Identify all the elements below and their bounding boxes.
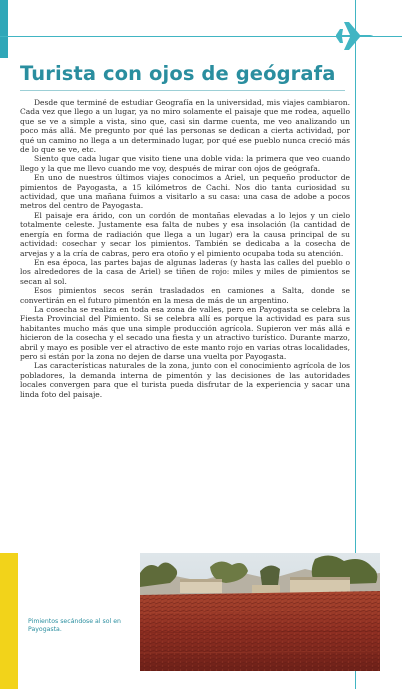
paragraph: Las características naturales de la zona, junto con el conocimiento agrícola de los pobladores, la demanda interna de pimentón y las decisiones de las autoridades locales convergen para que el turista pueda disfrutar de la experiencia y sacar una linda foto del paisaje.	[20, 361, 350, 399]
left-yellow-strip	[0, 553, 18, 689]
paragraph: El paisaje era árido, con un cordón de montañas elevadas a lo lejos y un cielo totalmente celeste. Justamente esa falta de nubes y esa insolación (la cantidad de energía en forma de radiación que llega a un lugar) era la causa principal de su actividad: cosechar y secar los pimientos. También se dedicaba a la cosecha de arvejas y a la cría de cabras, pero era otoño y el pimiento ocupaba toda su atención.	[20, 210, 350, 258]
paragraph: En esa época, las partes bajas de algunas laderas (y hasta las calles del pueblo o los alrededores de la casa de Ariel) se tiñen de rojo: miles y miles de pimientos se secan al sol.	[20, 257, 350, 286]
photo-caption: Pimientos secándose al sol en Payogasta.	[28, 618, 121, 633]
peppers-drying-photo	[140, 553, 380, 671]
paragraph: En uno de nuestros últimos viajes conocimos a Ariel, un pequeño productor de pimientos de Payogasta, a 15 kilómetros de Cachi. Nos dio tanta curiosidad su actividad, que una mañana fuimos a visitarlo a su casa: una casa de adobe a pocos metros del centro de Payogasta.	[20, 173, 350, 211]
left-teal-strip	[0, 0, 8, 58]
paragraph: Desde que terminé de estudiar Geografía en la universidad, mis viajes cambiaron. Cada vez que llego a un lugar, ya no miro solamente el paisaje que me rodea, aquello que se ve a simple a vista, sino que, casi sin darme cuenta, me veo analizando un poco más allá. Me pregunto por qué las personas se dedican a cierta actividad, por qué un camino no llega a un determinado lugar, por qué ese pueblo nunca creció más de lo que se ve, etc.	[20, 98, 350, 155]
paragraph: La cosecha se realiza en toda esa zona de valles, pero en Payogasta se celebra la Fiesta Provincial del Pimiento. Si se celebra allí es porque la actividad es para sus habitantes mucho más que una simple producción agrícola. Supieron ver más allá e hicieron de la cosecha y el secado una fiesta y un atractivo turístico. Durante marzo, abril y mayo es posible ver el atractivo de este manto rojo en varias otras localidades, pero si están por la zona no dejen de darse una vuelta por Payogasta.	[20, 304, 350, 361]
article-body	[20, 98, 350, 399]
paragraph: Esos pimientos secos serán trasladados en camiones a Salta, donde se convertirán en el futuro pimentón en la mesa de más de un argentino.	[20, 286, 350, 305]
article-title: Turista con ojos de geógrafa	[20, 62, 336, 85]
title-underline	[20, 90, 345, 91]
paragraph: Siento que cada lugar que visito tiene una doble vida: la primera que veo cuando llego y la que me llevo cuando me voy, después de mirar con ojos de geógrafa.	[20, 154, 350, 173]
airplane-icon	[334, 20, 378, 52]
